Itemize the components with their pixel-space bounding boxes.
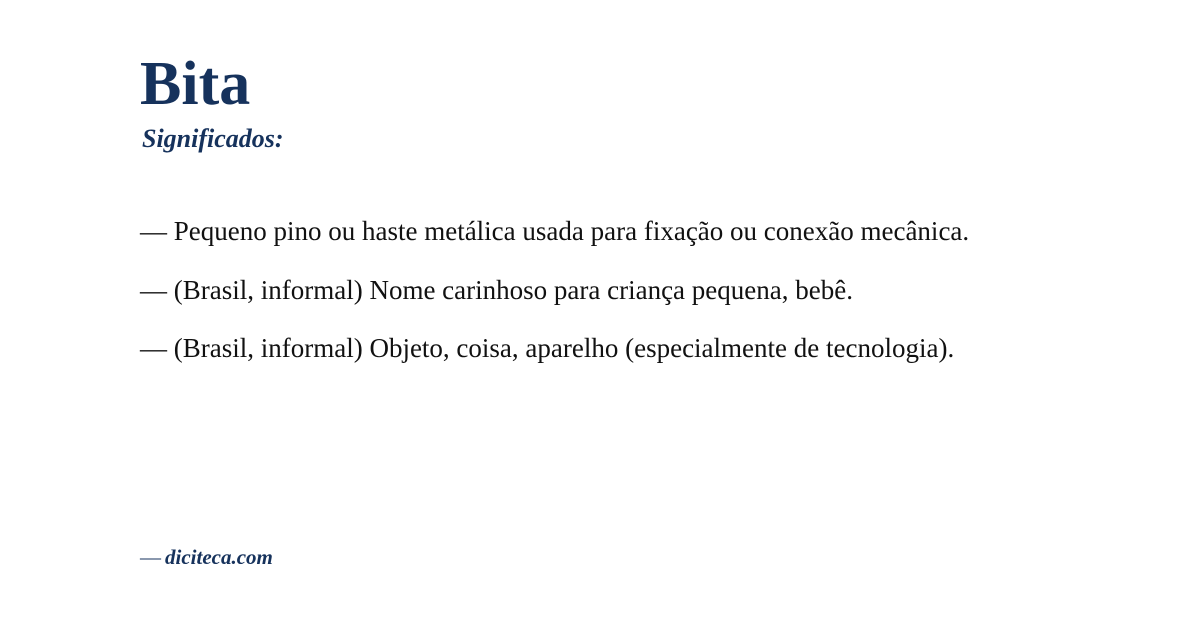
list-item: — (Brasil, informal) Nome carinhoso para criança pequena, bebê. — [140, 274, 853, 305]
source-name: diciteca.com — [165, 545, 273, 569]
list-item: — Pequeno pino ou haste metálica usada para fixação ou conexão mecânica. — [140, 216, 970, 247]
source-attribution — [140, 545, 273, 570]
em-dash-glyph: — — [140, 545, 161, 569]
section-label-meanings: Significados: — [142, 124, 284, 154]
list-item: — (Brasil, informal) Objeto, coisa, aparelho (especialmente de tecnologia). — [140, 333, 955, 364]
meanings-list — [140, 214, 1060, 366]
page-title: Bita — [140, 50, 251, 118]
